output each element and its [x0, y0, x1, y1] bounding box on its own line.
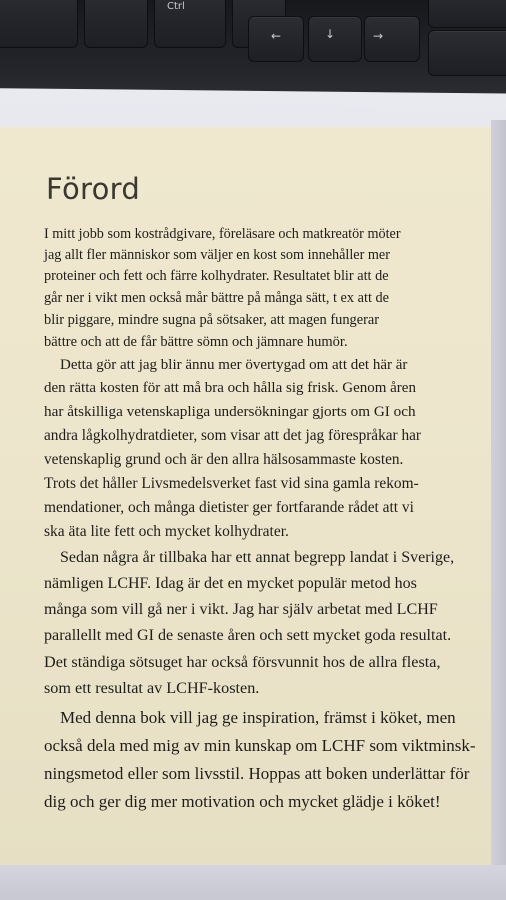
text-line: proteiner och fett och färre kolhydrater. Resultatet blir att de	[44, 268, 389, 284]
text-line: Sedan några år tillbaka har ett annat begrepp landat i Sverige,	[60, 549, 455, 566]
keyboard-key	[84, 0, 148, 48]
text-line: nämligen LCHF. Idag är det en mycket populär metod hos	[44, 575, 417, 592]
text-line: ningsmetod eller som livsstil. Hoppas att boken underlättar för	[44, 764, 470, 783]
keyboard-key	[428, 30, 506, 76]
arrow-left-key	[248, 16, 304, 62]
text-line: Det ständiga sötsuget har också försvunnit hos de allra flesta,	[44, 653, 441, 671]
text-line: har åtskilliga vetenskapliga undersökningar gjorts om GI och	[44, 403, 416, 420]
page-body	[44, 226, 474, 820]
arrow-right-icon: →	[373, 29, 384, 43]
keyboard-key	[0, 0, 78, 48]
ctrl-key-label: Ctrl	[167, 1, 185, 12]
text-line: ska äta lite fett och mycket kolhydrater.	[44, 523, 289, 540]
text-line: den rätta kosten för att må bra och hålla sig frisk. Genom åren	[44, 380, 416, 396]
ctrl-key	[154, 0, 226, 48]
text-line: Detta gör att jag blir ännu mer övertygad om att det här är	[60, 357, 408, 373]
text-line: som ett resultat av LCHF-kosten.	[44, 679, 260, 697]
arrow-left-icon: ←	[271, 29, 282, 43]
text-line: bättre och att de får bättre sömn och jämnare humör.	[44, 334, 348, 350]
text-line: vetenskaplig grund och är den allra hälsosammaste kosten.	[44, 451, 404, 468]
page-edge-shadow	[491, 120, 506, 880]
text-line: Med denna bok vill jag ge inspiration, främst i köket, men	[60, 708, 456, 727]
arrow-down-key	[308, 16, 362, 62]
text-line: parallellt med GI de senaste åren och sett mycket goda resultat.	[44, 627, 452, 644]
text-line: dig och ger dig mer motivation och mycket glädje i köket!	[44, 792, 441, 811]
text-line: Trots det håller Livsmedelsverket fast vid sina gamla rekom-	[44, 475, 419, 492]
text-line: I mitt jobb som kostrådgivare, föreläsare och matkreatör möter	[44, 226, 401, 242]
keyboard-key	[428, 0, 506, 28]
text-line: jag allt fler människor som väljer en kost som innehåller mer	[44, 247, 390, 263]
text-line: andra lågkolhydratdieter, som visar att det jag förespråkar har	[44, 427, 421, 444]
text-line: också dela med mig av min kunskap om LCHF som viktminsk-	[44, 736, 476, 755]
text-line: många som vill gå ner i vikt. Jag har själv arbetat med LCHF	[44, 601, 438, 618]
page-title: Förord	[46, 172, 141, 206]
text-line: blir piggare, mindre sugna på sötsaker, att magen fungerar	[44, 312, 380, 328]
page-bottom-edge	[0, 865, 506, 900]
text-line: mendationer, och många dietister ger fortfarande rådet att vi	[44, 499, 414, 516]
arrow-right-key	[364, 16, 420, 62]
text-line: går ner i vikt men också mår bättre på många sätt, t ex att de	[44, 290, 389, 306]
arrow-down-icon: ↓	[325, 27, 336, 41]
